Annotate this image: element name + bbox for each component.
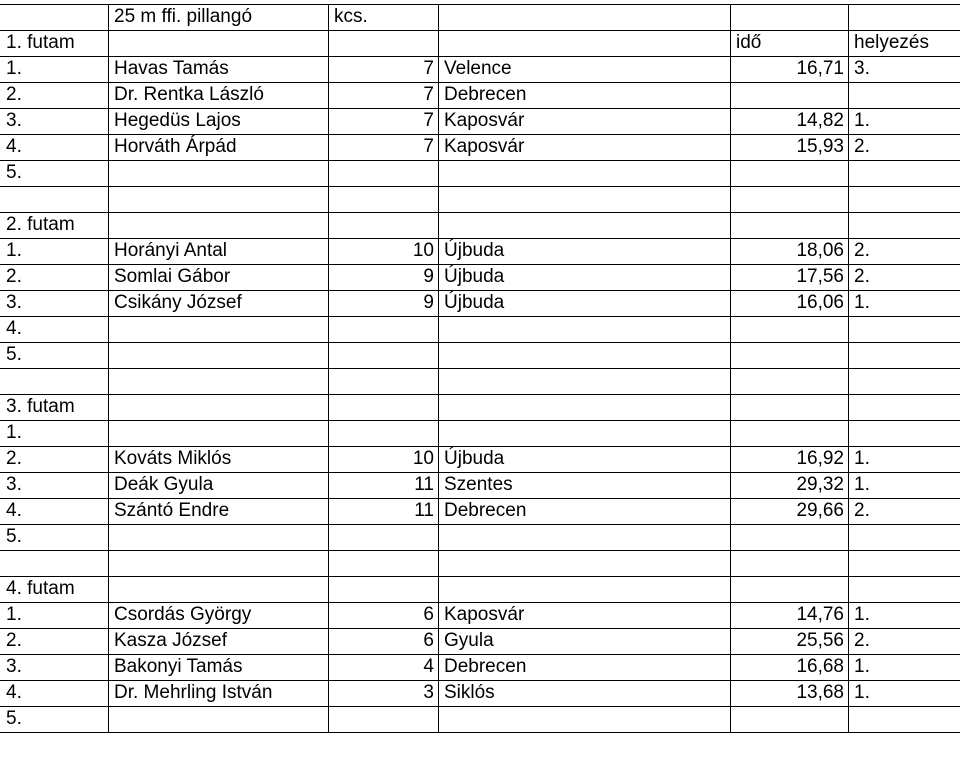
swimmer-name: Csordás György xyxy=(114,604,252,625)
city-name: Szentes xyxy=(444,474,513,495)
city-name: Debrecen xyxy=(444,84,527,105)
class-value: 11 xyxy=(414,474,434,495)
city-name: Debrecen xyxy=(444,500,527,521)
time-value: 15,93 xyxy=(796,136,844,157)
table-row xyxy=(0,446,960,472)
lane-number: 2. xyxy=(6,630,22,651)
swimmer-name xyxy=(108,420,328,446)
swimmer-name xyxy=(108,316,328,342)
placement-value: 3. xyxy=(854,58,870,79)
time-value xyxy=(730,342,848,368)
placement-value: 1. xyxy=(854,110,870,131)
lane-number: 1. xyxy=(6,240,22,261)
city-name: Debrecen xyxy=(444,656,527,677)
lane-number: 2. xyxy=(6,84,22,105)
time-value xyxy=(730,524,848,550)
table-row xyxy=(0,472,960,498)
class-value: 9 xyxy=(423,266,434,287)
table-row xyxy=(0,420,960,446)
city-name: Kaposvár xyxy=(444,136,525,157)
lane-number: 4. xyxy=(6,318,22,339)
swimmer-name xyxy=(108,706,328,732)
swimmer-name: Somlai Gábor xyxy=(114,266,231,287)
time-value: 16,71 xyxy=(796,58,844,79)
time-value: 14,82 xyxy=(796,110,844,131)
city-name xyxy=(438,524,730,550)
time-value xyxy=(730,706,848,732)
city-name: Újbuda xyxy=(444,266,505,287)
swimmer-name xyxy=(108,524,328,550)
placement-value: 1. xyxy=(854,656,870,677)
placement-value xyxy=(848,420,960,446)
class-value: 6 xyxy=(423,630,434,651)
city-name: Újbuda xyxy=(444,448,505,469)
lane-number: 4. xyxy=(6,500,22,521)
placement-value xyxy=(848,524,960,550)
placement-value: 1. xyxy=(854,474,870,495)
class-value xyxy=(328,706,438,732)
lane-number: 2. xyxy=(6,266,22,287)
blank-row xyxy=(0,550,960,576)
lane-number: 1. xyxy=(6,58,22,79)
swimmer-name: Bakonyi Tamás xyxy=(114,656,243,677)
placement-value xyxy=(848,82,960,108)
class-value xyxy=(328,342,438,368)
class-value xyxy=(328,316,438,342)
title-row xyxy=(0,4,960,30)
time-value: 16,92 xyxy=(796,448,844,469)
lane-number: 5. xyxy=(6,162,22,183)
class-value xyxy=(328,420,438,446)
table-row xyxy=(0,56,960,82)
time-value: 29,32 xyxy=(796,474,844,495)
city-name xyxy=(438,316,730,342)
class-value: 9 xyxy=(423,292,434,313)
class-value: 7 xyxy=(423,110,434,131)
swimmer-name: Horváth Árpád xyxy=(114,136,237,157)
swimmer-name xyxy=(108,342,328,368)
placement-value: 2. xyxy=(854,136,870,157)
class-value: 10 xyxy=(412,240,434,261)
class-value: 10 xyxy=(412,448,434,469)
city-name: Velence xyxy=(444,58,512,79)
heat-header-row xyxy=(0,576,960,602)
time-value xyxy=(730,160,848,186)
placement-value: 2. xyxy=(854,266,870,287)
column-header-helyezes: helyezés xyxy=(854,32,929,53)
lane-number: 1. xyxy=(6,422,22,443)
table-row xyxy=(0,654,960,680)
time-value: 14,76 xyxy=(796,604,844,625)
city-name: Újbuda xyxy=(444,240,505,261)
heat-label: 1. futam xyxy=(6,32,75,53)
lane-number: 3. xyxy=(6,474,22,495)
grid-line xyxy=(0,732,960,733)
class-value: 7 xyxy=(423,136,434,157)
placement-value xyxy=(848,316,960,342)
placement-value: 1. xyxy=(854,448,870,469)
time-value xyxy=(730,82,848,108)
placement-value: 2. xyxy=(854,240,870,261)
table-row xyxy=(0,238,960,264)
placement-value: 1. xyxy=(854,604,870,625)
heat-header-row xyxy=(0,30,960,56)
class-value xyxy=(328,524,438,550)
city-name: Újbuda xyxy=(444,292,505,313)
table-row xyxy=(0,160,960,186)
city-name xyxy=(438,342,730,368)
time-value: 13,68 xyxy=(796,682,844,703)
table-row xyxy=(0,680,960,706)
lane-number: 3. xyxy=(6,110,22,131)
city-name: Kaposvár xyxy=(444,110,525,131)
placement-value: 1. xyxy=(854,292,870,313)
placement-value xyxy=(848,342,960,368)
table-row xyxy=(0,498,960,524)
swimmer-name: Havas Tamás xyxy=(114,58,229,79)
event-title: 25 m ffi. pillangó xyxy=(114,6,253,27)
time-value: 17,56 xyxy=(796,266,844,287)
swimmer-name: Dr. Rentka László xyxy=(114,84,264,105)
city-name: Siklós xyxy=(444,682,495,703)
table-row xyxy=(0,628,960,654)
swimmer-name: Kasza József xyxy=(114,630,227,651)
table-row xyxy=(0,602,960,628)
table-row xyxy=(0,264,960,290)
time-value: 29,66 xyxy=(796,500,844,521)
placement-value: 2. xyxy=(854,630,870,651)
lane-number: 1. xyxy=(6,604,22,625)
swimmer-name: Hegedüs Lajos xyxy=(114,110,241,131)
class-value: 7 xyxy=(423,58,434,79)
placement-value xyxy=(848,706,960,732)
blank-row xyxy=(0,186,960,212)
column-header-ido: idő xyxy=(736,32,762,53)
swimmer-name: Szántó Endre xyxy=(114,500,230,521)
class-value: 4 xyxy=(423,656,434,677)
swimmer-name: Dr. Mehrling István xyxy=(114,682,273,703)
lane-number: 5. xyxy=(6,708,22,729)
table-row xyxy=(0,524,960,550)
city-name xyxy=(438,706,730,732)
event-category: kcs. xyxy=(334,6,368,27)
class-value xyxy=(328,160,438,186)
placement-value: 2. xyxy=(854,500,870,521)
swimmer-name: Csikány József xyxy=(114,292,242,313)
heat-label: 3. futam xyxy=(6,396,75,417)
blank-row xyxy=(0,368,960,394)
class-value: 11 xyxy=(414,500,434,521)
city-name: Gyula xyxy=(444,630,494,651)
heat-header-row xyxy=(0,212,960,238)
heat-header-row xyxy=(0,394,960,420)
class-value: 6 xyxy=(423,604,434,625)
table-row xyxy=(0,108,960,134)
lane-number: 3. xyxy=(6,292,22,313)
table-row xyxy=(0,134,960,160)
lane-number: 5. xyxy=(6,526,22,547)
time-value: 25,56 xyxy=(796,630,844,651)
city-name xyxy=(438,160,730,186)
swimmer-name: Kováts Miklós xyxy=(114,448,232,469)
table-row xyxy=(0,290,960,316)
class-value: 7 xyxy=(423,84,434,105)
table-row xyxy=(0,706,960,732)
time-value: 16,06 xyxy=(796,292,844,313)
swimmer-name: Deák Gyula xyxy=(114,474,214,495)
time-value: 16,68 xyxy=(796,656,844,677)
swimmer-name: Horányi Antal xyxy=(114,240,228,261)
city-name: Kaposvár xyxy=(444,604,525,625)
heat-label: 2. futam xyxy=(6,214,75,235)
table-row xyxy=(0,316,960,342)
swimmer-name xyxy=(108,160,328,186)
placement-value: 1. xyxy=(854,682,870,703)
class-value: 3 xyxy=(423,682,434,703)
city-name xyxy=(438,420,730,446)
lane-number: 4. xyxy=(6,682,22,703)
lane-number: 4. xyxy=(6,136,22,157)
lane-number: 5. xyxy=(6,344,22,365)
time-value xyxy=(730,420,848,446)
placement-value xyxy=(848,160,960,186)
table-row xyxy=(0,82,960,108)
heat-label: 4. futam xyxy=(6,578,75,599)
lane-number: 3. xyxy=(6,656,22,677)
lane-number: 2. xyxy=(6,448,22,469)
table-row xyxy=(0,342,960,368)
time-value: 18,06 xyxy=(796,240,844,261)
time-value xyxy=(730,316,848,342)
